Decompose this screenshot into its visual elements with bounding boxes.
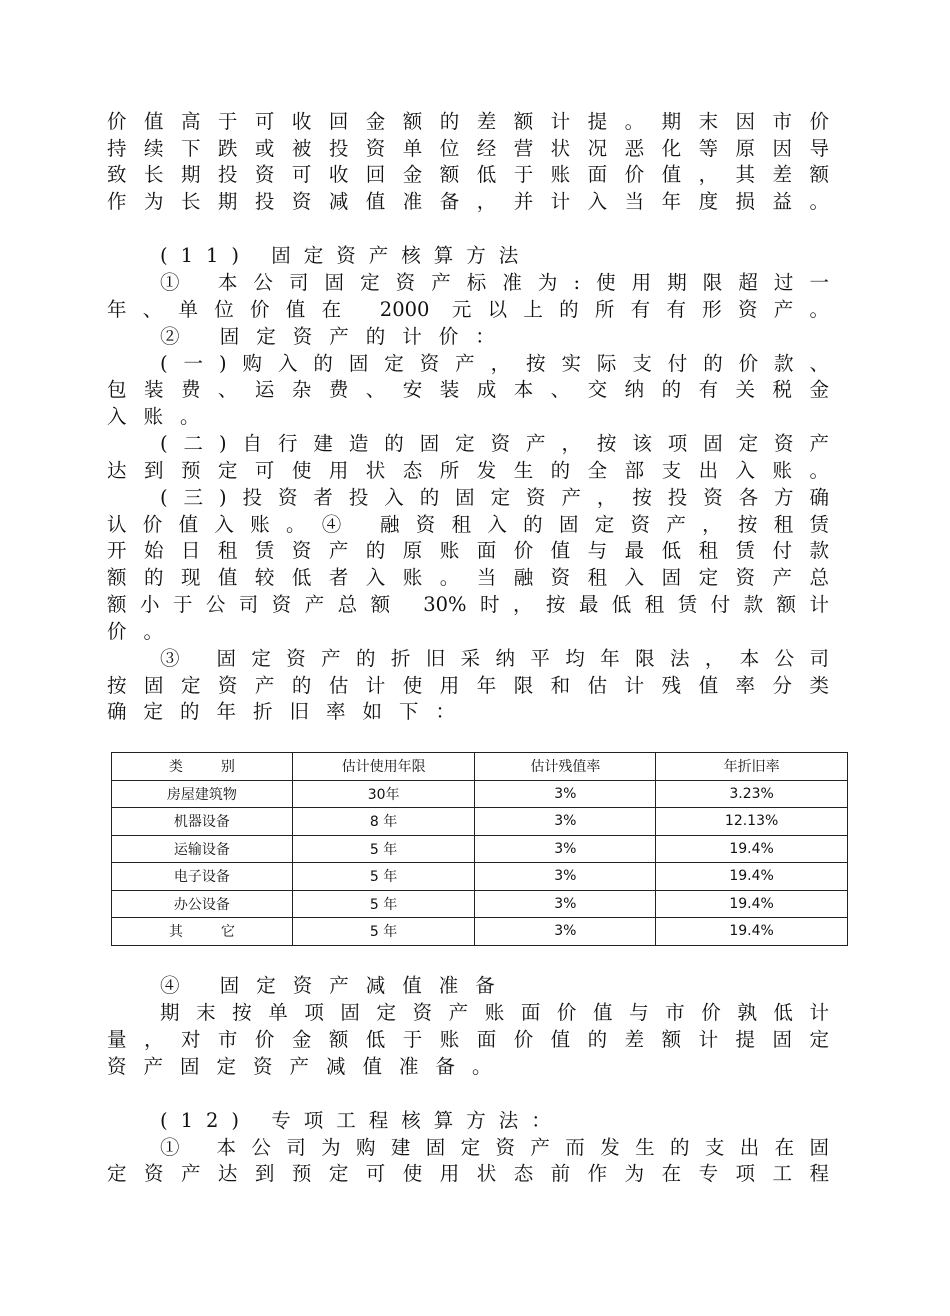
text-line: (三)投资者投入的固定资产，按投资各方确 bbox=[160, 486, 829, 509]
table-row bbox=[112, 863, 848, 891]
text-line: 定资产达到预定可使用状态前作为在专项工程 bbox=[107, 1162, 829, 1185]
text-line: 资产固定资产减值准备。 bbox=[107, 1055, 509, 1078]
text-line: 确定的年折旧率如下： bbox=[107, 700, 473, 723]
text-line: 价。 bbox=[107, 620, 181, 643]
cell-useful-life: 5 年 bbox=[292, 918, 475, 946]
cell-useful-life: 5 年 bbox=[292, 890, 475, 918]
cell-useful-life: 8 年 bbox=[292, 808, 475, 836]
cell-category: 运输设备 bbox=[112, 835, 293, 863]
text-line: 年、单位价值在 2000 元以上的所有有形资产。 bbox=[107, 298, 829, 321]
header-residual-rate: 估计残值率 bbox=[475, 753, 656, 781]
text-line: 价值高于可收回金额的差额计提。期末因市价 bbox=[107, 110, 829, 133]
text-line: ② 固定资产的计价： bbox=[160, 325, 512, 348]
cell-useful-life: 5 年 bbox=[292, 835, 475, 863]
header-useful-life: 估计使用年限 bbox=[292, 753, 475, 781]
table-header-row bbox=[112, 753, 848, 781]
cell-annual-rate: 19.4% bbox=[656, 863, 848, 891]
cell-annual-rate: 3.23% bbox=[656, 780, 848, 808]
text-line: 入账。 bbox=[107, 405, 217, 428]
cell-useful-life: 30年 bbox=[292, 780, 475, 808]
text-line: 持续下跌或被投资单位经营状况恶化等原因导 bbox=[107, 137, 829, 160]
cell-category: 机器设备 bbox=[112, 808, 293, 836]
cell-residual-rate: 3% bbox=[475, 918, 656, 946]
text-line: 开始日租赁资产的原账面价值与最低租赁付款 bbox=[107, 539, 829, 562]
text-line: (一)购入的固定资产，按实际支付的价款、 bbox=[160, 352, 829, 375]
section-heading: (12) 专项工程核算方法： bbox=[160, 1109, 564, 1132]
text-line: 额小于公司资产总额 30%时，按最低租赁付款额计 bbox=[107, 593, 829, 616]
cell-useful-life: 5 年 bbox=[292, 863, 475, 891]
text-line: ① 本公司固定资产标准为:使用期限超过一 bbox=[160, 271, 829, 294]
cell-category: 其它 bbox=[112, 918, 293, 946]
text-line: 作为长期投资减值准备，并计入当年度损益。 bbox=[107, 190, 829, 213]
text-line: 量，对市价金额低于账面价值的差额计提固定 bbox=[107, 1028, 829, 1051]
text-line: 致长期投资可收回金额低于账面价值，其差额 bbox=[107, 163, 829, 186]
table-row bbox=[112, 918, 848, 946]
text-line: 按固定资产的估计使用年限和估计残值率分类 bbox=[107, 674, 829, 697]
cell-residual-rate: 3% bbox=[475, 835, 656, 863]
text-line: 包装费、运杂费、安装成本、交纳的有关税金 bbox=[107, 378, 829, 401]
text-line: ① 本公司为购建固定资产而发生的支出在固 bbox=[160, 1136, 829, 1159]
cell-residual-rate: 3% bbox=[475, 808, 656, 836]
cell-annual-rate: 19.4% bbox=[656, 918, 848, 946]
table-row bbox=[112, 890, 848, 918]
cell-residual-rate: 3% bbox=[475, 863, 656, 891]
cell-annual-rate: 19.4% bbox=[656, 890, 848, 918]
cell-residual-rate: 3% bbox=[475, 780, 656, 808]
text-line: 认价值入账。④ 融资租入的固定资产，按租赁 bbox=[107, 513, 829, 536]
depreciation-table bbox=[111, 752, 848, 946]
cell-category: 办公设备 bbox=[112, 890, 293, 918]
header-annual-rate: 年折旧率 bbox=[656, 753, 848, 781]
cell-category: 电子设备 bbox=[112, 863, 293, 891]
text-line: 额的现值较低者入账。当融资租入固定资产总 bbox=[107, 566, 829, 589]
text-line: 期末按单项固定资产账面价值与市价孰低计 bbox=[160, 1001, 829, 1024]
table-row bbox=[112, 808, 848, 836]
table-row bbox=[112, 780, 848, 808]
section-heading: (11) 固定资产核算方法 bbox=[160, 244, 532, 267]
text-line: 达到预定可使用状态所发生的全部支出入账。 bbox=[107, 459, 829, 482]
text-line: (二)自行建造的固定资产，按该项固定资产 bbox=[160, 432, 829, 455]
cell-residual-rate: 3% bbox=[475, 890, 656, 918]
header-category: 类别 bbox=[112, 753, 293, 781]
cell-annual-rate: 12.13% bbox=[656, 808, 848, 836]
cell-annual-rate: 19.4% bbox=[656, 835, 848, 863]
table-row bbox=[112, 835, 848, 863]
text-line: ③ 固定资产的折旧采纳平均年限法，本公司 bbox=[160, 647, 829, 670]
cell-category: 房屋建筑物 bbox=[112, 780, 293, 808]
section-heading: ④ 固定资产减值准备 bbox=[160, 974, 512, 997]
